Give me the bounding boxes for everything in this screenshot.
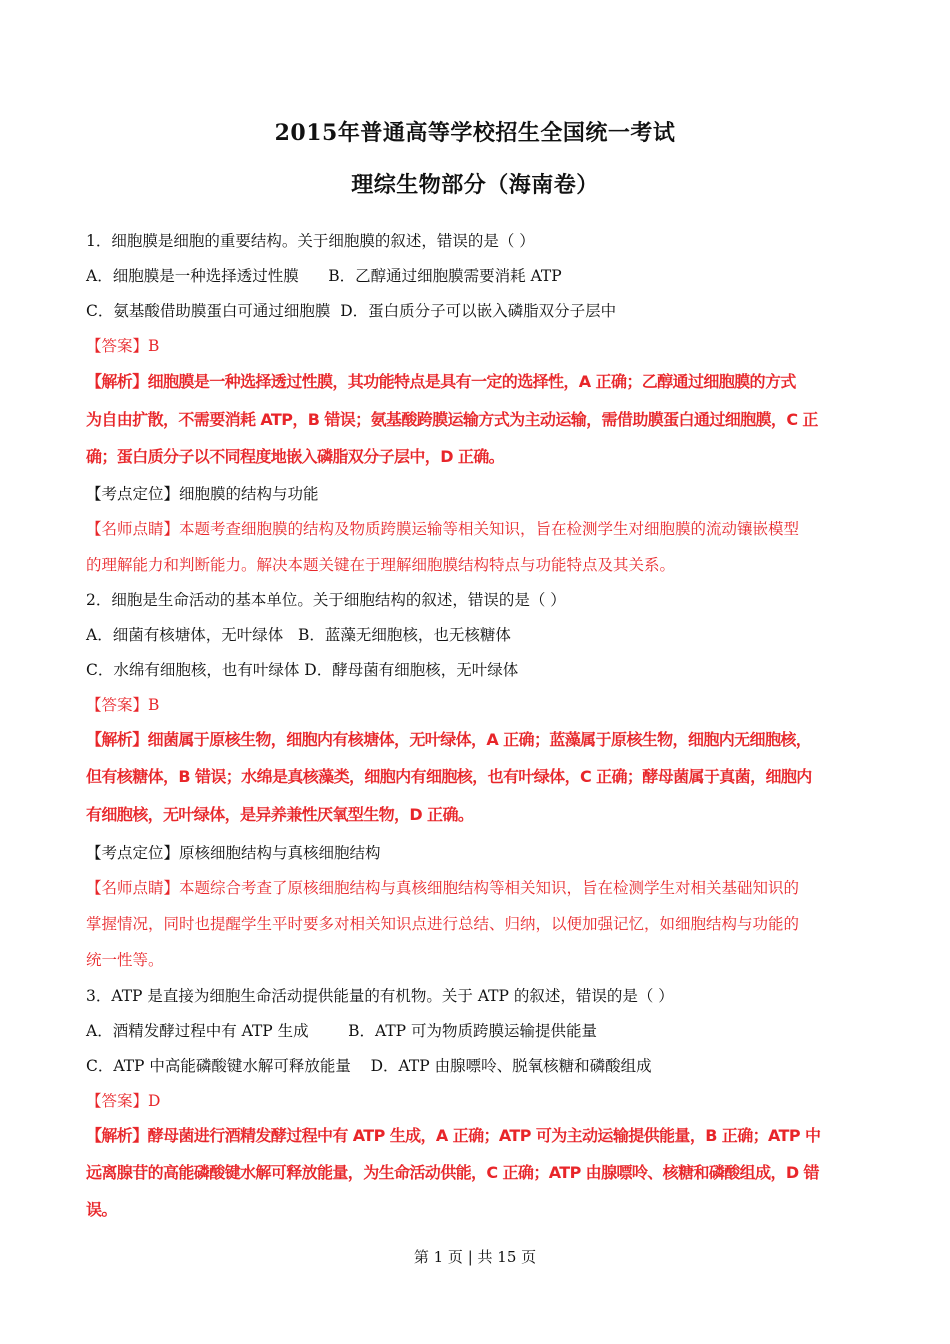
exam-title: 2015年普通高等学校招生全国统一考试 (274, 120, 676, 146)
q1-analysis-line-3: 确；蛋白质分子以不同程度地嵌入磷脂双分子层中，D 正确。 (86, 447, 505, 466)
q1-comment-line-2: 的理解能力和判断能力。解决本题关键在于理解细胞膜结构特点与功能特点及其关系。 (86, 556, 676, 574)
q1-answer: 【答案】B (86, 337, 160, 355)
q3-options-ab: A．酒精发酵过程中有 ATP 生成 B．ATP 可为物质跨膜运输提供能量 (86, 1022, 598, 1040)
q2-analysis-line-2: 但有核糖体，B 错误；水绵是真核藻类，细胞内有细胞核，也有叶绿体，C 正确；酵母菌属于真菌，细胞内 (86, 767, 812, 786)
q1-options-cd: C．氨基酸借助膜蛋白可通过细胞膜 D．蛋白质分子可以嵌入磷脂双分子层中 (86, 302, 617, 320)
q2-options-cd: C．水绵有细胞核，也有叶绿体 D．酵母菌有细胞核，无叶绿体 (86, 661, 519, 679)
q3-analysis-line-2: 远离腺苷的高能磷酸键水解可释放能量，为生命活动供能，C 正确；ATP 由腺嘌呤、核糖和磷酸组成，D 错 (86, 1163, 819, 1182)
q2-key-point: 【考点定位】原核细胞结构与真核细胞结构 (86, 844, 381, 862)
q1-analysis-line-2: 为自由扩散，不需要消耗 ATP，B 错误；氨基酸跨膜运输方式为主动运输，需借助膜蛋白通过细胞膜，C 正 (86, 410, 818, 429)
q1-options-ab: A．细胞膜是一种选择透过性膜 B．乙醇通过细胞膜需要消耗 ATP (86, 267, 562, 285)
exam-subtitle: 理综生物部分（海南卷） (351, 172, 599, 198)
q2-comment-line-1: 【名师点睛】本题综合考查了原核细胞结构与真核细胞结构等相关知识，旨在检测学生对相关基础知识的 (86, 879, 800, 897)
q3-stem: 3．ATP 是直接为细胞生命活动提供能量的有机物。关于 ATP 的叙述，错误的是（ ） (86, 987, 674, 1005)
q2-analysis-line-3: 有细胞核，无叶绿体，是异养兼性厌氧型生物，D 正确。 (86, 805, 474, 824)
q3-answer: 【答案】D (86, 1092, 161, 1110)
q1-analysis-line-1: 【解析】细胞膜是一种选择透过性膜，其功能特点是具有一定的选择性，A 正确；乙醇通过细胞膜的方式 (86, 372, 796, 391)
q3-options-cd: C．ATP 中高能磷酸键水解可释放能量 D．ATP 由腺嘌呤、脱氧核糖和磷酸组成 (86, 1057, 652, 1075)
q3-analysis-line-1: 【解析】酵母菌进行酒精发酵过程中有 ATP 生成，A 正确；ATP 可为主动运输提供能量，B 正确；ATP 中 (86, 1126, 821, 1145)
q2-comment-line-2: 掌握情况，同时也提醒学生平时要多对相关知识点进行总结、归纳，以便加强记忆，如细胞结构与功能的 (86, 915, 800, 933)
q3-analysis-line-3: 误。 (86, 1200, 117, 1219)
q2-comment-line-3: 统一性等。 (86, 951, 164, 969)
q1-key-point: 【考点定位】细胞膜的结构与功能 (86, 485, 319, 503)
q2-options-ab: A．细菌有核塘体，无叶绿体 B．蓝藻无细胞核，也无核糖体 (86, 626, 511, 644)
q1-comment-line-1: 【名师点睛】本题考查细胞膜的结构及物质跨膜运输等相关知识，旨在检测学生对细胞膜的流动镶嵌模型 (86, 520, 800, 538)
q2-stem: 2．细胞是生命活动的基本单位。关于细胞结构的叙述，错误的是（ ） (86, 591, 566, 609)
q1-stem: 1．细胞膜是细胞的重要结构。关于细胞膜的叙述，错误的是（ ） (86, 232, 535, 250)
q2-analysis-line-1: 【解析】细菌属于原核生物，细胞内有核塘体，无叶绿体，A 正确；蓝藻属于原核生物，细胞内无细胞核， (86, 730, 812, 749)
q2-answer: 【答案】B (86, 696, 160, 714)
page-footer: 第 1 页 | 共 15 页 (413, 1248, 537, 1266)
